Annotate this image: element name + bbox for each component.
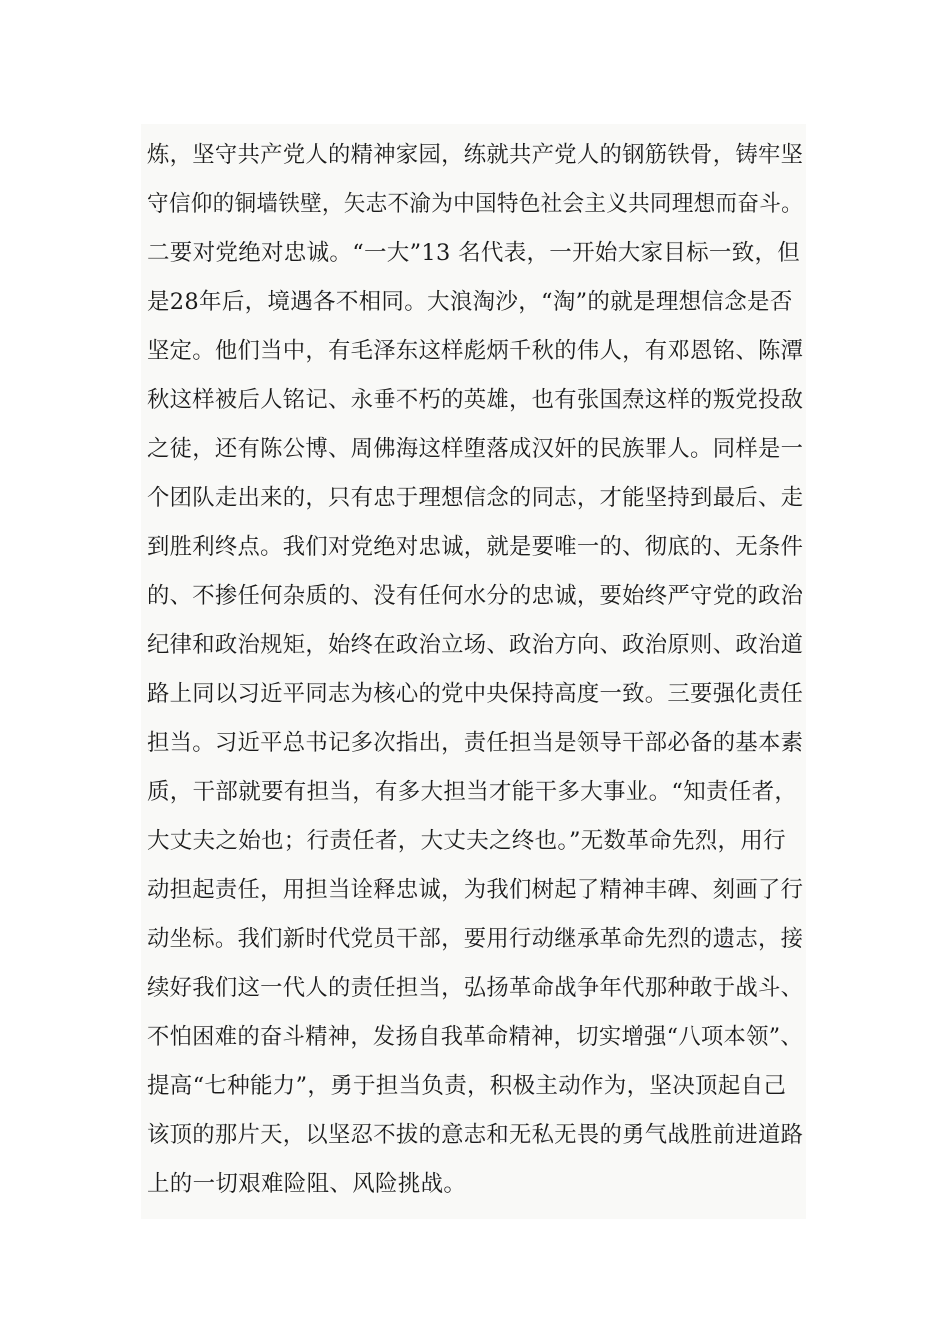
paragraph-line: 二要对党绝对忠诚。“一大”13 名代表，一开始大家目标一致，但 (147, 240, 801, 266)
paragraph-line: 坚定。他们当中，有毛泽东这样彪炳千秋的伟人，有邓恩铭、陈潭 (147, 338, 804, 364)
paragraph-line: 守信仰的铜墙铁壁，矢志不渝为中国特色社会主义共同理想而奋斗。 (147, 191, 804, 217)
paragraph-line: 之徒，还有陈公博、周佛海这样堕落成汉奸的民族罪人。同样是一 (147, 436, 804, 462)
paragraph-line: 不怕困难的奋斗精神，发扬自我革命精神，切实增强“八项本领”、 (147, 1024, 804, 1050)
paragraph-line: 是28年后，境遇各不相同。大浪淘沙，“淘”的就是理想信念是否 (147, 289, 793, 315)
paragraph-line: 续好我们这一代人的责任担当，弘扬革命战争年代那种敢于战斗、 (147, 975, 804, 1001)
paragraph-line: 的、不掺任何杂质的、没有任何水分的忠诚，要始终严守党的政治 (147, 583, 804, 609)
document-text-block (141, 124, 806, 1219)
paragraph-line: 到胜利终点。我们对党绝对忠诚，就是要唯一的、彻底的、无条件 (147, 534, 804, 560)
paragraph-line: 秋这样被后人铭记、永垂不朽的英雄，也有张国焘这样的叛党投敌 (147, 387, 804, 413)
paragraph-line: 担当。习近平总书记多次指出，责任担当是领导干部必备的基本素 (147, 730, 804, 756)
paragraph-line: 个团队走出来的，只有忠于理想信念的同志，才能坚持到最后、走 (147, 485, 804, 511)
paragraph-line: 该顶的那片天，以坚忍不拔的意志和无私无畏的勇气战胜前进道路 (147, 1122, 804, 1148)
paragraph-line: 路上同以习近平同志为核心的党中央保持高度一致。三要强化责任 (147, 681, 804, 707)
paragraph-line: 质，干部就要有担当，有多大担当才能干多大事业。“知责任者， (147, 779, 798, 805)
paragraph-line: 上的一切艰难险阻、风险挑战。 (147, 1171, 467, 1197)
paragraph-line: 提高“七种能力”，勇于担当负责，积极主动作为，坚决顶起自己 (147, 1073, 787, 1099)
paragraph-line: 炼，坚守共产党人的精神家园，练就共产党人的钢筋铁骨，铸牢坚 (147, 142, 804, 168)
paragraph-line: 纪律和政治规矩，始终在政治立场、政治方向、政治原则、政治道 (147, 632, 804, 658)
paragraph-line: 大丈夫之始也；行责任者，大丈夫之终也。”无数革命先烈，用行 (147, 828, 786, 854)
paragraph-line: 动担起责任，用担当诠释忠诚，为我们树起了精神丰碑、刻画了行 (147, 877, 804, 903)
paragraph-line: 动坐标。我们新时代党员干部，要用行动继承革命先烈的遗志，接 (147, 926, 804, 952)
